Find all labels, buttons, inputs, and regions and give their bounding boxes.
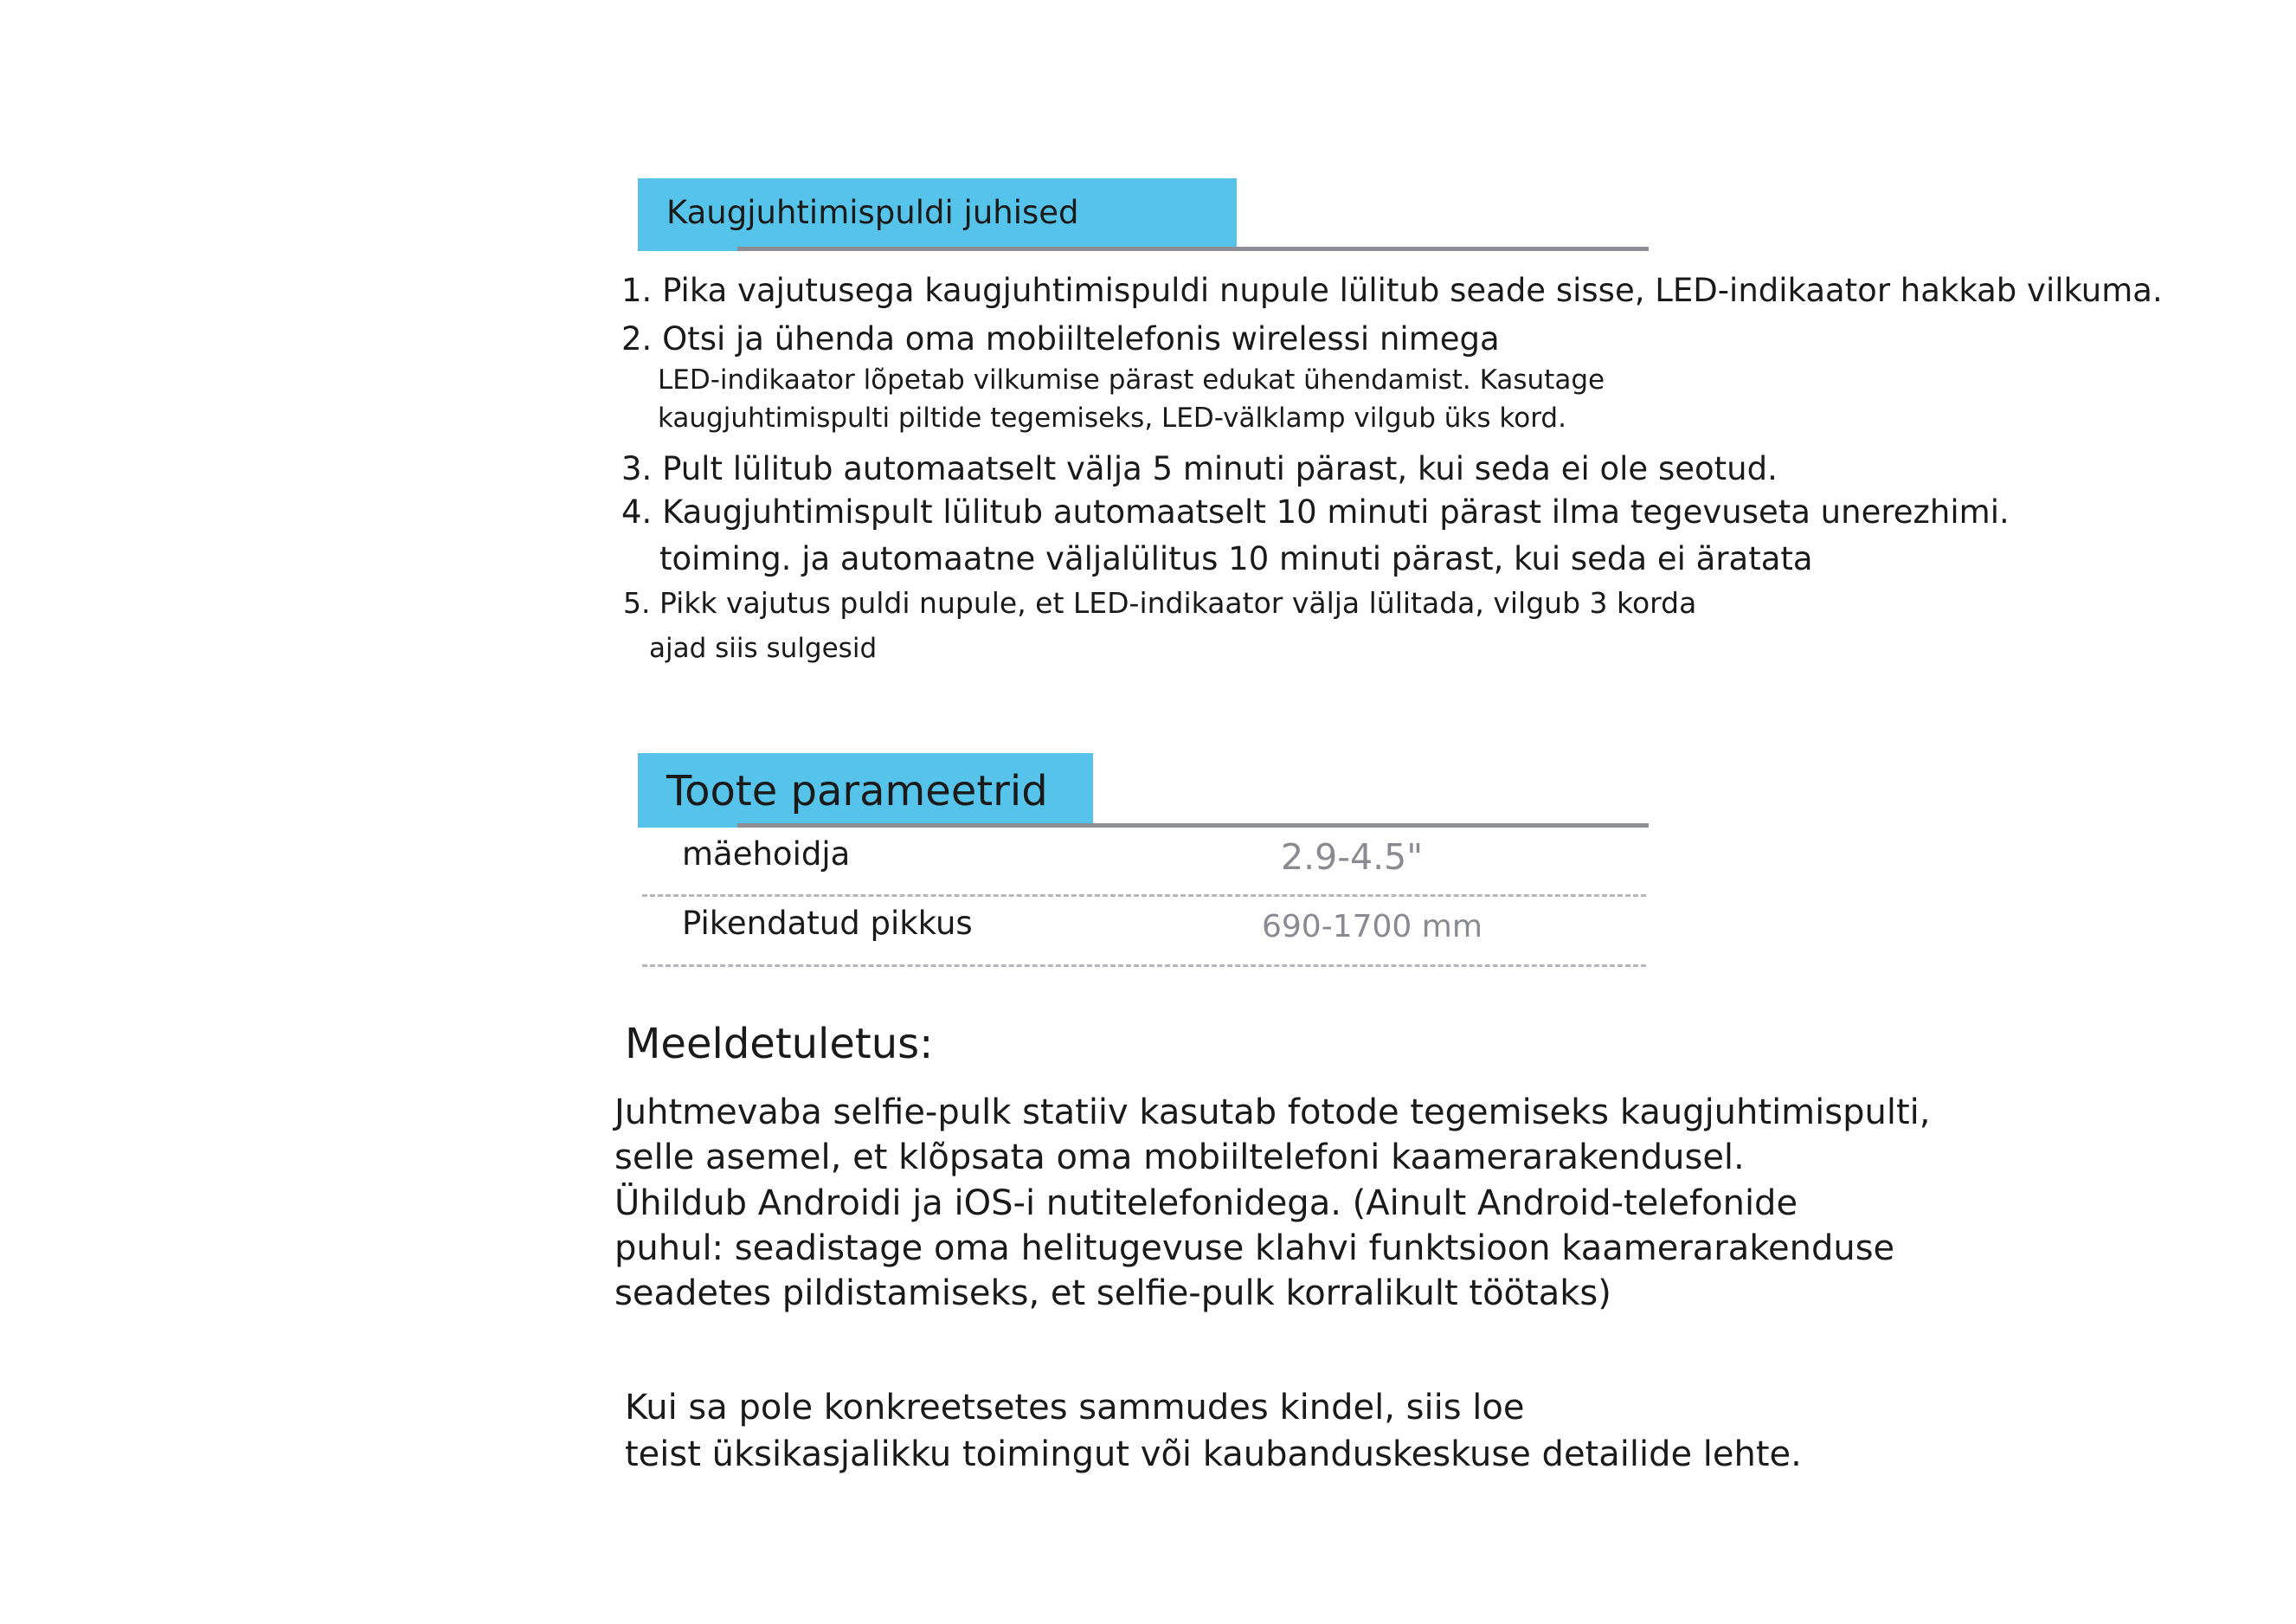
remote-instructions-header-rule	[737, 247, 1649, 251]
param-divider	[642, 964, 1646, 967]
remote-instruction-line: 4. Kaugjuhtimispult lülitub automaatselt 10 minuti pärast ilma tegevuseta unerezhimi.	[621, 493, 2010, 531]
remote-instruction-line: kaugjuhtimispulti piltide tegemiseks, LED-välklamp vilgub üks kord.	[658, 403, 1566, 434]
reminder-line: selle asemel, et klõpsata oma mobiiltelefoni kaamerarakendusel.	[614, 1137, 1745, 1177]
remote-instruction-line: 5. Pikk vajutus puldi nupule, et LED-indikaator välja lülitada, vilgub 3 korda	[623, 586, 1697, 620]
reminder-line: seadetes pildistamiseks, et selfie-pulk korralikult töötaks)	[614, 1273, 1611, 1313]
remote-instruction-line: toiming. ja automaatne väljalülitus 10 minuti pärast, kui seda ei äratata	[659, 540, 1813, 577]
reminder-line: Juhtmevaba selfie-pulk statiiv kasutab fotode tegemiseks kaugjuhtimispulti,	[614, 1092, 1931, 1132]
reminder-line: puhul: seadistage oma helitugevuse klahvi funktsioon kaamerarakenduse	[614, 1228, 1895, 1268]
product-params-header-rule	[737, 823, 1649, 828]
remote-instruction-line: LED-indikaator lõpetab vilkumise pärast edukat ühendamist. Kasutage	[658, 364, 1605, 396]
remote-instruction-line: 3. Pult lülitub automaatselt välja 5 minuti pärast, kui seda ei ole seotud.	[621, 450, 1778, 487]
param-value: 690-1700 mm	[1262, 909, 1482, 944]
product-params-title: Toote parameetrid	[666, 767, 1048, 815]
remote-instruction-line: 1. Pika vajutusega kaugjuhtimispuldi nupule lülitub seade sisse, LED-indikaator hakkab vilkuma.	[621, 272, 2163, 309]
reminder-line: Ühildub Androidi ja iOS-i nutitelefonidega. (Ainult Android-telefonide	[614, 1183, 1798, 1223]
remote-instructions-title: Kaugjuhtimispuldi juhised	[666, 194, 1079, 231]
param-divider	[642, 894, 1646, 897]
remote-instruction-line: ajad siis sulgesid	[649, 633, 878, 664]
remote-instruction-line: 2. Otsi ja ühenda oma mobiiltelefonis wirelessi nimega	[621, 320, 1500, 358]
param-value: 2.9-4.5"	[1281, 836, 1424, 878]
param-label: mäehoidja	[682, 835, 851, 873]
reminder-title: Meeldetuletus:	[625, 1020, 934, 1068]
footer-note-line: Kui sa pole konkreetsetes sammudes kindel, siis loe	[625, 1388, 1525, 1427]
footer-note-line: teist üksikasjalikku toimingut või kaubanduskeskuse detailide lehte.	[625, 1434, 1802, 1474]
param-label: Pikendatud pikkus	[682, 905, 973, 942]
